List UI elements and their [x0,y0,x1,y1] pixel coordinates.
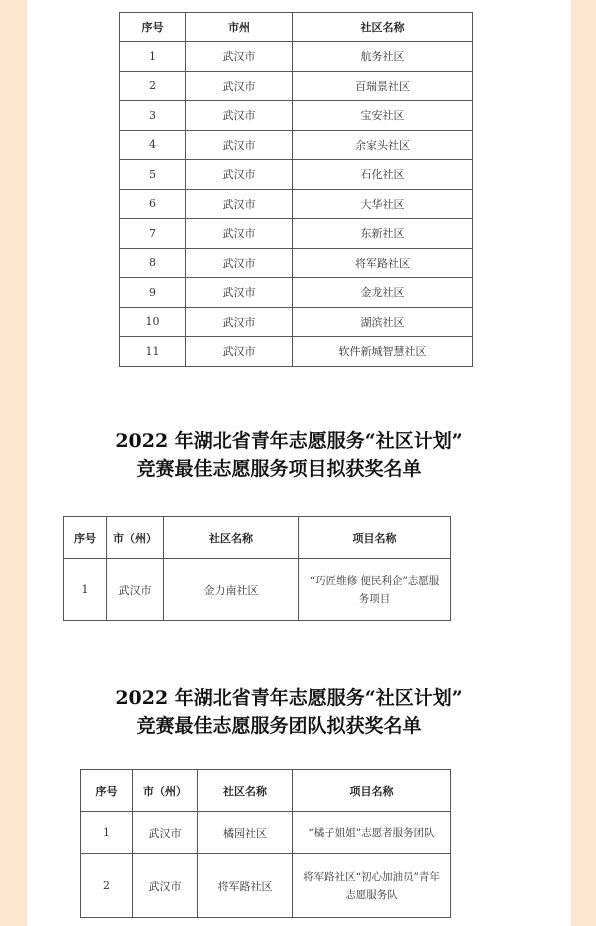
table-row [120,248,473,278]
row-community: 石化社区 [293,160,473,190]
table-row [120,337,473,367]
title-line-2: 竞赛最佳志愿服务团队拟获奖名单 [136,715,422,737]
row-index: 8 [120,248,186,278]
row-city: 武汉市 [107,559,164,621]
row-index: 6 [120,189,186,219]
row-community: 金力南社区 [164,559,299,621]
row-community: 航务社区 [293,42,473,72]
table-row [81,854,451,918]
row-index: 10 [120,307,186,337]
project-award-title [27,427,571,483]
row-index: 11 [120,337,186,367]
table-row [120,307,473,337]
row-community: 余家头社区 [293,130,473,160]
title-line-2: 竞赛最佳志愿服务项目拟获奖名单 [136,458,422,480]
right-margin-band [571,0,596,926]
row-community: 橘园社区 [198,812,293,854]
header-project: 项目名称 [299,517,451,559]
row-community: 软件新城智慧社区 [293,337,473,367]
row-city: 武汉市 [186,130,293,160]
row-community: 将军路社区 [198,854,293,918]
row-community: 湖滨社区 [293,307,473,337]
row-city: 武汉市 [186,219,293,249]
row-index: 1 [64,559,107,621]
row-project: “巧匠维修 便民利企”志愿服务项目 [299,559,451,621]
left-margin-band [0,0,27,926]
table-header-row [64,517,451,559]
header-city: 市（州） [107,517,164,559]
row-city: 武汉市 [133,854,198,918]
header-index: 序号 [81,770,133,812]
row-index: 2 [120,71,186,101]
row-city: 武汉市 [186,307,293,337]
row-community: 金龙社区 [293,278,473,308]
table-row [81,812,451,854]
row-community: 将军路社区 [293,248,473,278]
row-city: 武汉市 [186,337,293,367]
header-project: 项目名称 [293,770,451,812]
row-city: 武汉市 [186,189,293,219]
row-city: 武汉市 [186,71,293,101]
row-index: 7 [120,219,186,249]
header-city: 市州 [186,13,293,42]
table-row [64,559,451,621]
title-line-1: 2022 年湖北省青年志愿服务“社区计划” [115,430,463,452]
table-row [120,101,473,131]
row-index: 1 [81,812,133,854]
row-city: 武汉市 [133,812,198,854]
row-community: 百瑞景社区 [293,71,473,101]
row-city: 武汉市 [186,101,293,131]
row-community: 东新社区 [293,219,473,249]
row-community: 宝安社区 [293,101,473,131]
community-list-table [119,12,473,367]
table-row [120,189,473,219]
row-index: 9 [120,278,186,308]
header-community: 社区名称 [164,517,299,559]
row-city: 武汉市 [186,248,293,278]
row-city: 武汉市 [186,160,293,190]
project-award-table [63,516,451,621]
row-community: 大华社区 [293,189,473,219]
team-award-title [27,684,571,740]
header-community: 社区名称 [198,770,293,812]
table-header-row [81,770,451,812]
header-index: 序号 [120,13,186,42]
community-list-body [120,42,473,367]
header-city: 市（州） [133,770,198,812]
table-row [120,71,473,101]
row-index: 5 [120,160,186,190]
row-index: 4 [120,130,186,160]
table-row [120,278,473,308]
table-header-row [120,13,473,42]
row-index: 3 [120,101,186,131]
table-row [120,160,473,190]
table-row [120,219,473,249]
team-award-table [80,769,451,918]
header-community: 社区名称 [293,13,473,42]
table-row [120,130,473,160]
table-row [120,42,473,72]
row-city: 武汉市 [186,42,293,72]
row-index: 1 [120,42,186,72]
row-city: 武汉市 [186,278,293,308]
header-index: 序号 [64,517,107,559]
row-index: 2 [81,854,133,918]
row-project: “橘子姐姐”志愿者服务团队 [293,812,451,854]
title-line-1: 2022 年湖北省青年志愿服务“社区计划” [115,687,463,709]
row-project: 将军路社区“初心加油员”青年志愿服务队 [293,854,451,918]
